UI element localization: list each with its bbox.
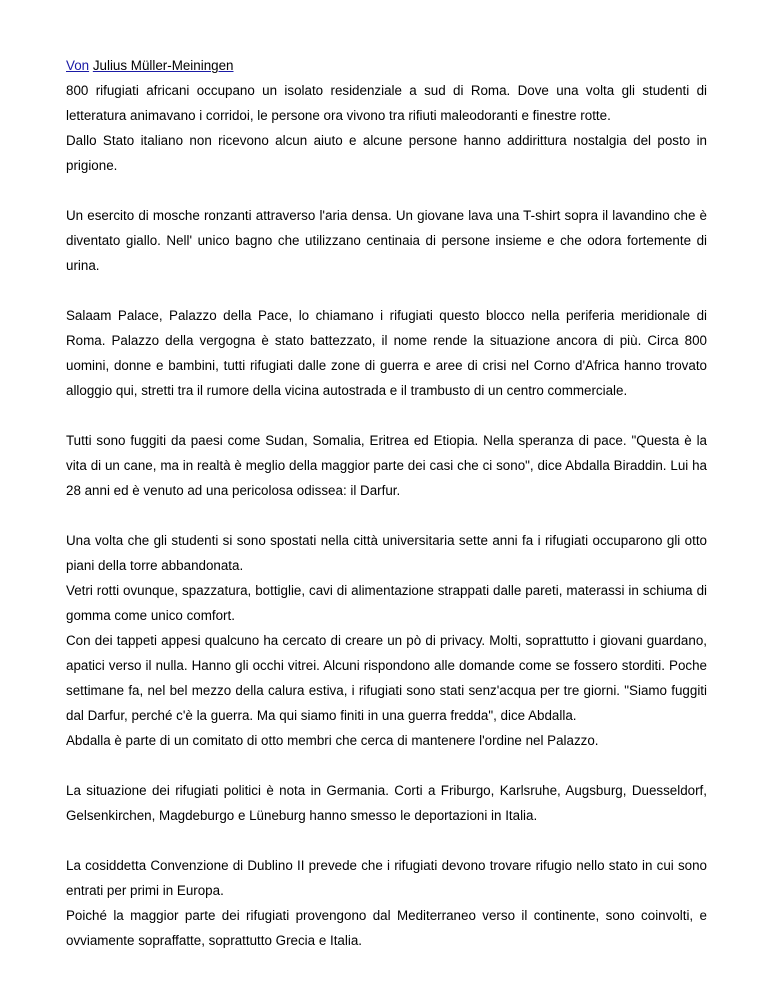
- paragraph-line: Una volta che gli studenti si sono spostati nella città universitaria sette anni fa i rifugiati occuparono gli otto piani della torre abbandonata.: [66, 533, 707, 573]
- paragraph-3: [66, 303, 707, 403]
- paragraph-line: 800 rifugiati africani occupano un isolato residenziale a sud di Roma. Dove una volta gli studenti di letteratura animavano i corridoi, le persone ora vivono tra rifiuti maleodoranti e finestre rotte.: [66, 83, 707, 123]
- paragraph-line: Vetri rotti ovunque, spazzatura, bottiglie, cavi di alimentazione strappati dalle pareti, materassi in schiuma di gomma come unico comfort.: [66, 583, 707, 623]
- paragraph-6: [66, 778, 707, 828]
- paragraph-7: [66, 853, 707, 953]
- paragraph-1: [66, 78, 707, 178]
- document-page: [66, 53, 707, 978]
- paragraph-line: Tutti sono fuggiti da paesi come Sudan, Somalia, Eritrea ed Etiopia. Nella speranza di pace. "Questa è la vita di un cane, ma in realtà è meglio della maggior parte dei casi che ci sono", dice Abdalla Biraddin. Lui ha 28 anni ed è venuto ad una pericolosa odissea: il Darfur.: [66, 433, 707, 498]
- paragraph-line: Dallo Stato italiano non ricevono alcun aiuto e alcune persone hanno addirittura nostalgia del posto in prigione.: [66, 133, 707, 173]
- paragraph-line: La situazione dei rifugiati politici è nota in Germania. Corti a Friburgo, Karlsruhe, Augsburg, Duesseldorf, Gelsenkirchen, Magdeburgo e Lüneburg hanno smesso le deportazioni in Italia.: [66, 783, 707, 823]
- paragraph-line: Con dei tappeti appesi qualcuno ha cercato di creare un pò di privacy. Molti, soprattutto i giovani guardano, apatici verso il nulla. Hanno gli occhi vitrei. Alcuni rispondono alle domande come se fossero storditi. Poche settimane fa, nel bel mezzo della calura estiva, i rifugiati sono stati senz'acqua per tre giorni. "Siamo fuggiti dal Darfur, perché c'è la guerra. Ma qui siamo finiti in una guerra fredda", dice Abdalla.: [66, 633, 707, 723]
- paragraph-line: Abdalla è parte di un comitato di otto membri che cerca di mantenere l'ordine nel Palazzo.: [66, 733, 599, 748]
- paragraph-line: Poiché la maggior parte dei rifugiati provengono dal Mediterraneo verso il continente, sono coinvolti, e ovviamente sopraffatte, soprattutto Grecia e Italia.: [66, 908, 707, 948]
- paragraph-line: La cosiddetta Convenzione di Dublino II prevede che i rifugiati devono trovare rifugio nello stato in cui sono entrati per primi in Europa.: [66, 858, 707, 898]
- author-name: Julius Müller-Meiningen: [92, 58, 234, 73]
- byline-link[interactable]: Von: [66, 58, 90, 73]
- paragraph-5: [66, 528, 707, 753]
- byline: [66, 53, 707, 78]
- paragraph-line: Un esercito di mosche ronzanti attraverso l'aria densa. Un giovane lava una T-shirt sopra il lavandino che è diventato giallo. Nell' unico bagno che utilizzano centinaia di persone insieme e che odora fortemente di urina.: [66, 208, 707, 273]
- paragraph-line: Salaam Palace, Palazzo della Pace, lo chiamano i rifugiati questo blocco nella periferia meridionale di Roma. Palazzo della vergogna è stato battezzato, il nome rende la situazione ancora di più. Circa 800 uomini, donne e bambini, tutti rifugiati dalle zone di guerra e aree di crisi nel Corno d'Africa hanno trovato alloggio qui, stretti tra il rumore della vicina autostrada e il trambusto di un centro commerciale.: [66, 308, 707, 398]
- paragraph-4: [66, 428, 707, 503]
- paragraph-2: [66, 203, 707, 278]
